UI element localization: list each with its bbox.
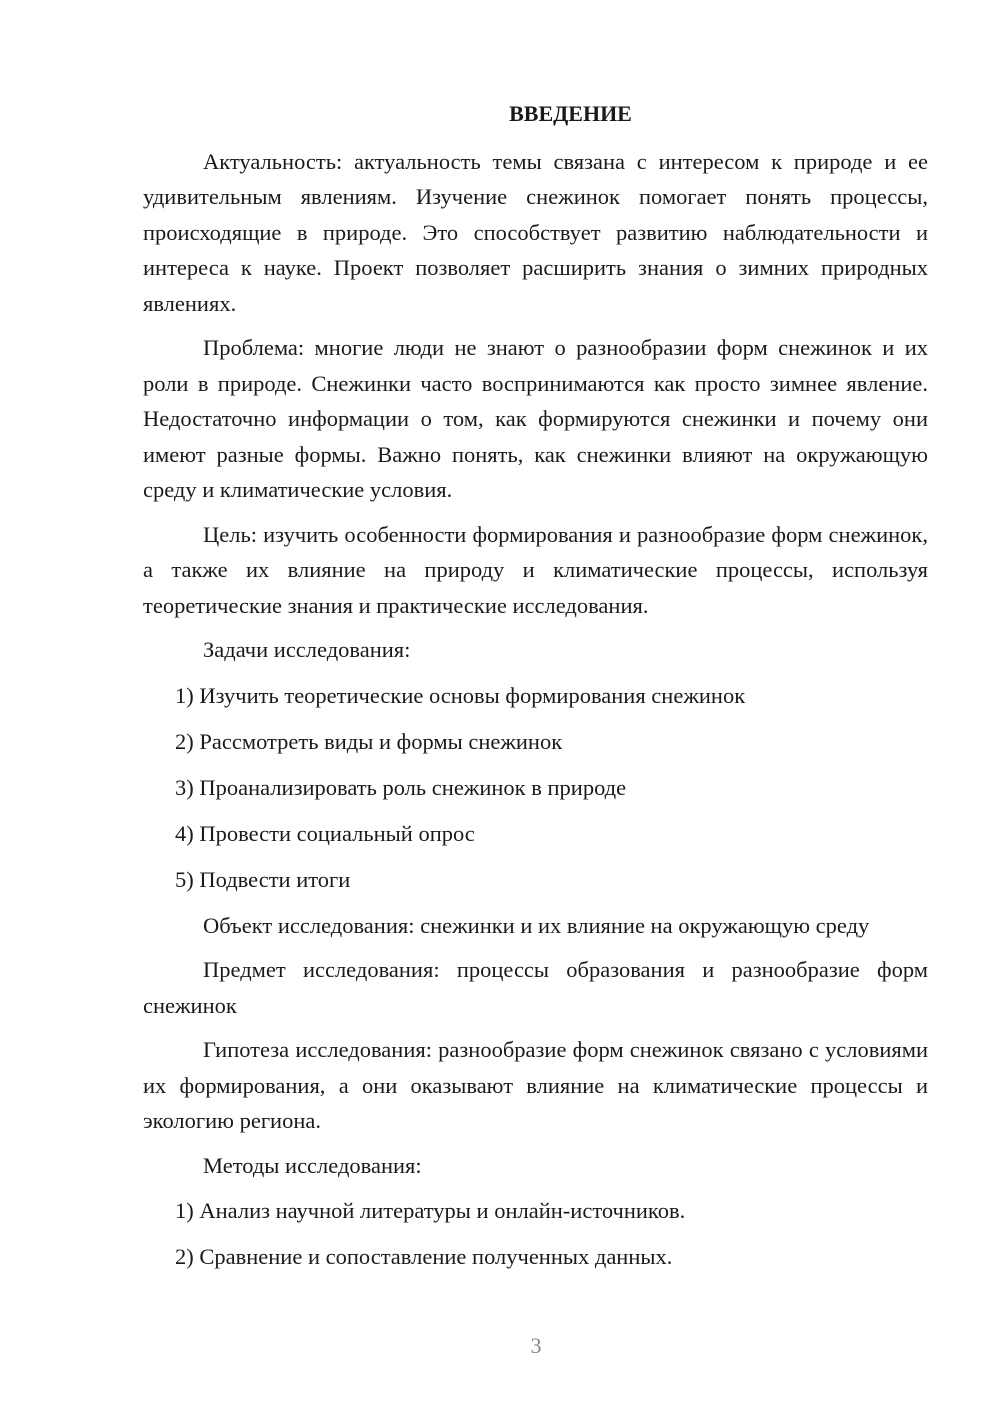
list-item: 2) Сравнение и сопоставление полученных данных. [175,1244,673,1269]
methods-title: Методы исследования: [203,1152,422,1178]
methods-list [143,1193,928,1275]
tasks-list [143,678,928,898]
page-content [143,96,928,1285]
list-item: 3) Проанализировать роль снежинок в природе [175,774,627,800]
problem-paragraph: Проблема: многие люди не знают о разнообразии форм снежинок и их роли в природе. Снежинки часто воспринимаются как просто зимнее явление. Недостаточно информации о том, как формируются снежинки и почему они имеют разные формы. Важно понять, как снежинки влияют на окружающую среду и климатические условия. [143,335,928,502]
hypothesis-paragraph: Гипотеза исследования: разнообразие форм снежинок связано с условиями их формирования, а они оказывают влияние на климатические процессы и экологию региона. [143,1037,928,1133]
list-item: 1) Анализ научной литературы и онлайн-источников. [175,1198,686,1223]
page-heading: ВВЕДЕНИЕ [509,101,632,126]
list-item: 5) Подвести итоги [175,866,351,892]
page-number: 3 [530,1333,542,1358]
list-item: 1) Изучить теоретические основы формирования снежинок [175,682,746,708]
subject-paragraph: Предмет исследования: процессы образования и разнообразие форм снежинок [143,957,928,1018]
goal-paragraph: Цель: изучить особенности формирования и разнообразие форм снежинок, а также их влияние на природу и климатические процессы, используя теоретические знания и практические исследования. [143,521,928,618]
relevance-paragraph: Актуальность: актуальность темы связана с интересом к природе и ее удивительным явлениям. Изучение снежинок помогает понять процессы, происходящие в природе. Это способствует развитию наблюдательности и интереса к науке. Проект позволяет расширить знания о зимних природных явлениях. [143,148,928,316]
object-paragraph: Объект исследования: снежинки и их влияние на окружающую среду [203,912,870,938]
list-item: 2) Рассмотреть виды и формы снежинок [175,728,563,754]
list-item: 4) Провести социальный опрос [175,820,475,846]
tasks-title: Задачи исследования: [203,637,411,662]
